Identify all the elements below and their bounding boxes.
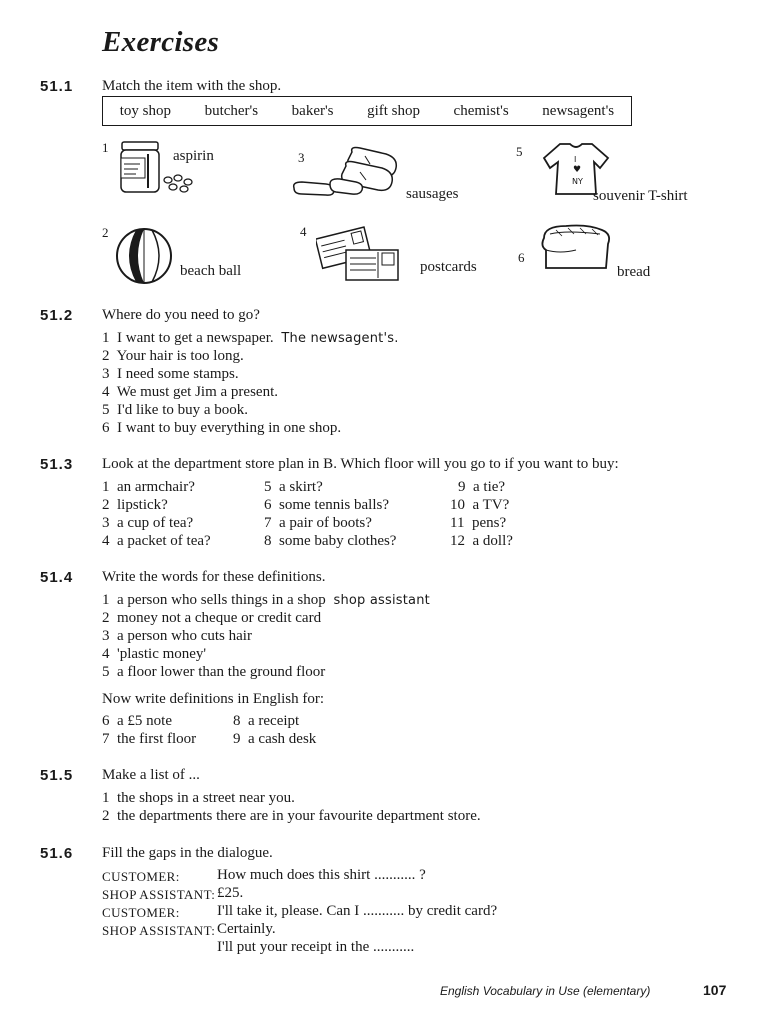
question-line — [102, 808, 481, 825]
word-box-item: toy shop — [119, 102, 172, 119]
line-text: the first floor — [117, 731, 197, 747]
question-line — [458, 479, 505, 496]
line-text: some baby clothes? — [279, 533, 397, 549]
item-number: 2 — [102, 225, 109, 240]
question-line — [102, 646, 206, 663]
line-number: 3 — [102, 366, 110, 382]
question-line — [102, 628, 252, 645]
dialogue-speaker: CUSTOMER: — [102, 869, 180, 884]
exercise-instruction: Write the words for these definitions. — [102, 569, 326, 585]
line-text: a tie? — [473, 479, 506, 495]
dialogue-text: I'll put your receipt in the ........... — [217, 939, 415, 955]
item-number: 5 — [516, 144, 523, 159]
exercise-instruction: Look at the department store plan in B. Which floor will you go to if you want to buy: — [102, 456, 619, 472]
line-text: some tennis balls? — [279, 497, 389, 513]
question-line — [450, 533, 513, 550]
question-line — [264, 497, 389, 514]
line-text: a doll? — [472, 533, 513, 549]
item-number: 3 — [298, 150, 305, 165]
question-line — [264, 515, 372, 532]
question-line — [102, 515, 193, 532]
line-text: We must get Jim a present. — [116, 384, 278, 400]
line-number: 6 — [102, 420, 110, 436]
line-text: I'd like to buy a book. — [117, 402, 249, 418]
item-number: 4 — [300, 224, 307, 239]
word-box-item: baker's — [291, 102, 334, 119]
line-number: 3 — [102, 515, 110, 531]
exercise-number: 51.5 — [40, 767, 74, 784]
line-text: a £5 note — [117, 713, 172, 729]
question-line — [102, 384, 278, 401]
question-line — [233, 713, 299, 730]
item-label: aspirin — [173, 148, 214, 164]
line-text: money not a cheque or credit card — [117, 610, 322, 626]
question-line — [102, 713, 172, 730]
line-number: 4 — [102, 384, 110, 400]
item-label: beach ball — [180, 263, 242, 279]
question-line — [102, 790, 295, 807]
item-label: souvenir T-shirt — [593, 188, 688, 204]
footer-book-title: English Vocabulary in Use (elementary) — [440, 984, 651, 998]
tshirt-print-text: I — [574, 155, 577, 164]
line-number: 8 — [264, 533, 272, 549]
line-number: 7 — [102, 731, 110, 747]
exercise-number: 51.6 — [40, 845, 74, 862]
line-number: 1 — [102, 479, 110, 495]
line-number: 11 — [450, 515, 465, 531]
line-text: I want to get a newspaper. — [117, 330, 274, 346]
line-text: pens? — [471, 515, 507, 531]
line-number: 3 — [102, 628, 110, 644]
line-text: a person who cuts hair — [117, 628, 252, 644]
question-line — [102, 366, 239, 383]
line-number: 1 — [102, 330, 110, 346]
question-line — [102, 664, 325, 681]
line-text: a person who sells things in a shop — [117, 592, 326, 608]
line-text: lipstick? — [117, 497, 168, 513]
question-line — [102, 330, 399, 347]
line-number: 2 — [102, 497, 110, 513]
sub-instruction: Now write definitions in English for: — [102, 691, 325, 707]
word-box-item: gift shop — [367, 102, 420, 119]
exercise-instruction: Fill the gaps in the dialogue. — [102, 845, 273, 861]
tshirt-heart-icon: ♥ — [573, 165, 582, 175]
dialogue-speaker: SHOP ASSISTANT: — [102, 923, 216, 938]
question-line — [450, 497, 509, 514]
question-line — [264, 479, 323, 496]
line-number: 9 — [233, 731, 241, 747]
question-line — [102, 402, 248, 419]
word-box-item: newsagent's — [542, 102, 615, 119]
question-line — [233, 731, 316, 748]
page-number: 107 — [703, 982, 727, 998]
line-number: 4 — [102, 533, 110, 549]
line-number: 9 — [458, 479, 466, 495]
handwritten-answer: shop assistant — [333, 593, 430, 608]
line-number: 6 — [264, 497, 272, 513]
line-text: a skirt? — [279, 479, 323, 495]
line-text: an armchair? — [117, 479, 195, 495]
line-text: a TV? — [472, 497, 510, 513]
line-text: a receipt — [248, 713, 300, 729]
question-line — [102, 420, 341, 437]
line-number: 8 — [233, 713, 241, 729]
line-text: a cup of tea? — [117, 515, 194, 531]
dialogue-text: How much does this shirt ........... ? — [217, 867, 426, 883]
line-number: 4 — [102, 646, 110, 662]
beach-ball-icon — [114, 226, 178, 286]
question-line — [102, 731, 196, 748]
question-line — [264, 533, 396, 550]
line-text: Your hair is too long. — [116, 348, 244, 364]
page-title: Exercises — [102, 26, 220, 58]
question-line — [102, 348, 244, 365]
line-number: 1 — [102, 790, 110, 806]
exercise-number: 51.1 — [40, 78, 74, 95]
question-line — [102, 610, 321, 627]
exercise-instruction: Make a list of ... — [102, 767, 200, 783]
tshirt-print-text: NY — [572, 177, 583, 186]
postcards-icon — [316, 222, 406, 284]
dialogue-text: I'll take it, please. Can I ........... by credit card? — [217, 903, 498, 919]
line-text: I need some stamps. — [117, 366, 239, 382]
line-number: 2 — [102, 610, 110, 626]
line-number: 6 — [102, 713, 110, 729]
line-text: I want to buy everything in one shop. — [117, 420, 342, 436]
question-line — [102, 533, 211, 550]
question-line — [102, 592, 430, 609]
question-line — [102, 497, 168, 514]
line-number: 2 — [102, 808, 110, 824]
item-number: 1 — [102, 140, 109, 155]
line-number: 2 — [102, 348, 110, 364]
exercise-instruction: Where do you need to go? — [102, 307, 260, 323]
line-number: 10 — [450, 497, 465, 513]
line-text: the departments there are in your favourite department store. — [117, 808, 481, 824]
line-number: 5 — [102, 402, 110, 418]
question-line — [450, 515, 506, 532]
line-number: 7 — [264, 515, 272, 531]
item-number: 6 — [518, 250, 525, 265]
item-label: sausages — [406, 186, 459, 202]
word-box-item: butcher's — [204, 102, 259, 119]
exercise-instruction: Match the item with the shop. — [102, 78, 282, 94]
dialogue-speaker: SHOP ASSISTANT: — [102, 887, 216, 902]
line-text: a packet of tea? — [117, 533, 211, 549]
sausages-icon — [290, 144, 408, 200]
shop-word-box — [102, 96, 632, 126]
line-number: 12 — [450, 533, 465, 549]
exercise-number: 51.2 — [40, 307, 74, 324]
line-number: 5 — [264, 479, 272, 495]
dialogue-speaker: CUSTOMER: — [102, 905, 180, 920]
line-number: 1 — [102, 592, 110, 608]
line-text: a pair of boots? — [279, 515, 372, 531]
line-text: a cash desk — [248, 731, 317, 747]
item-label: postcards — [420, 259, 477, 275]
line-text: 'plastic money' — [117, 646, 207, 662]
line-number: 5 — [102, 664, 110, 680]
exercise-number: 51.4 — [40, 569, 74, 586]
handwritten-answer: The newsagent's. — [281, 331, 399, 346]
bread-loaf-icon — [536, 222, 616, 274]
dialogue-text: £25. — [217, 885, 244, 901]
exercise-number: 51.3 — [40, 456, 74, 473]
line-text: a floor lower than the ground floor — [117, 664, 326, 680]
word-box-item: chemist's — [453, 102, 509, 119]
dialogue-text: Certainly. — [217, 921, 276, 937]
line-text: the shops in a street near you. — [117, 790, 295, 806]
item-label: bread — [617, 264, 651, 280]
question-line — [102, 479, 195, 496]
